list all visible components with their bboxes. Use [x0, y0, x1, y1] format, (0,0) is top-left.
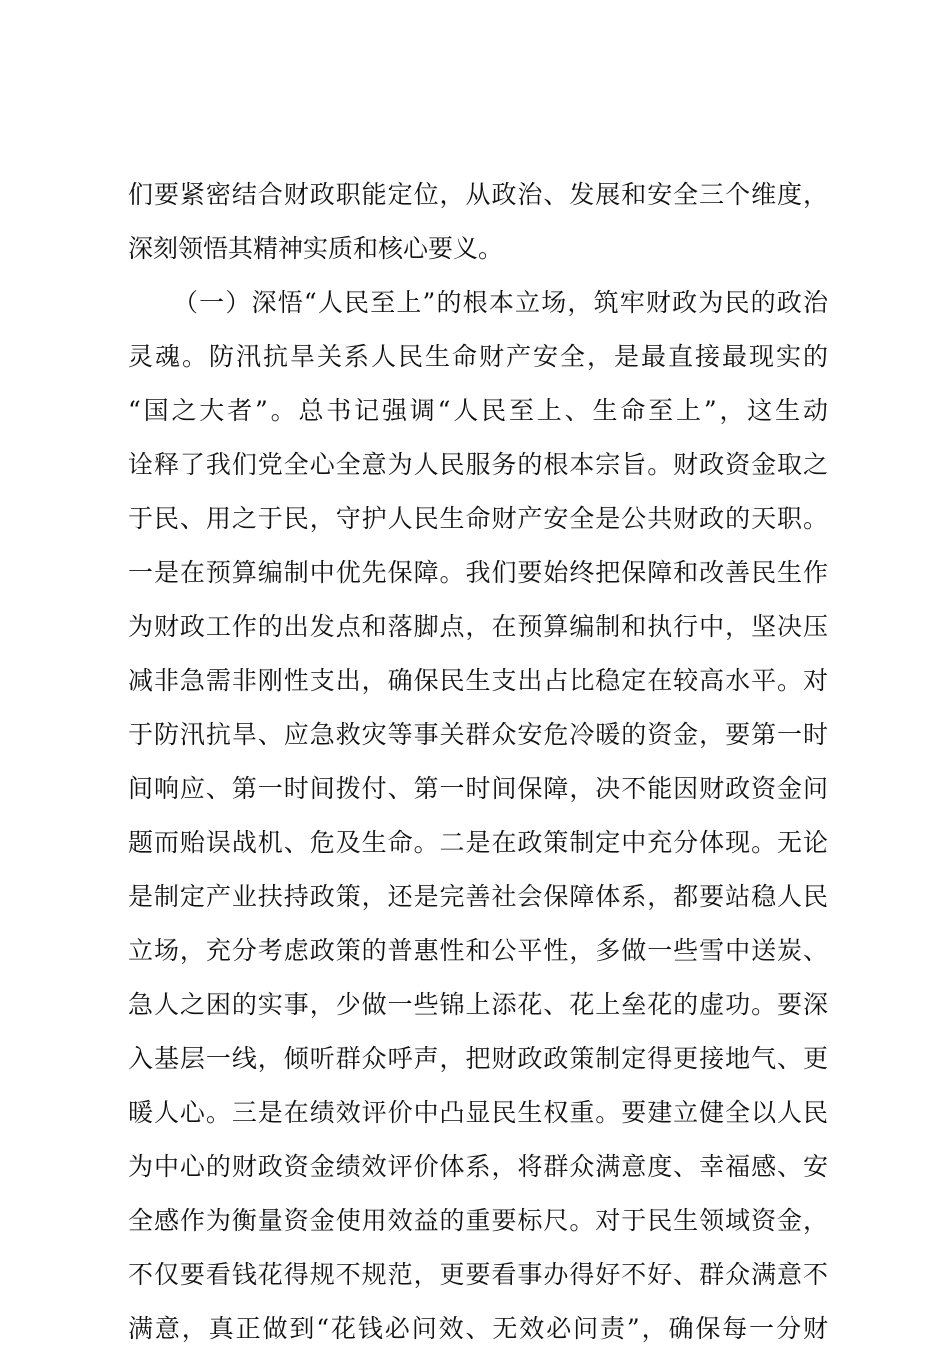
text-line: 急人之困的实事，少做一些锦上添花、花上垒花的虚功。要深: [128, 990, 828, 1019]
text-line: 减非急需非刚性支出，确保民生支出占比稳定在较高水平。对: [128, 666, 828, 695]
text-line: 是制定产业扶持政策，还是完善社会保障体系，都要站稳人民: [128, 882, 828, 911]
text-line: 立场，充分考虑政策的普惠性和公平性，多做一些雪中送炭、: [128, 936, 828, 965]
text-line: 全感作为衡量资金使用效益的重要标尺。对于民生领域资金，: [128, 1206, 828, 1235]
text-line: 一是在预算编制中优先保障。我们要始终把保障和改善民生作: [128, 558, 828, 587]
text-line: 满意，真正做到“花钱必问效、无效必问责”，确保每一分财: [128, 1314, 828, 1343]
text-line: 诠释了我们党全心全意为人民服务的根本宗旨。财政资金取之: [128, 450, 828, 479]
text-line: 们要紧密结合财政职能定位，从政治、发展和安全三个维度，: [128, 180, 828, 209]
text-line: 灵魂。防汛抗旱关系人民生命财产安全，是最直接最现实的: [128, 342, 828, 371]
body-text: [128, 168, 828, 1356]
text-line: “国之大者”。总书记强调“人民至上、生命至上”，这生动: [128, 396, 828, 425]
text-line: 入基层一线，倾听群众呼声，把财政政策制定得更接地气、更: [128, 1044, 828, 1073]
text-line: 于民、用之于民，守护人民生命财产安全是公共财政的天职。: [128, 504, 828, 533]
text-line: 为财政工作的出发点和落脚点，在预算编制和执行中，坚决压: [128, 612, 828, 641]
text-line: 深刻领悟其精神实质和核心要义。: [128, 234, 504, 263]
text-line: 题而贻误战机、危及生命。二是在政策制定中充分体现。无论: [128, 828, 828, 857]
text-line: 为中心的财政资金绩效评价体系，将群众满意度、幸福感、安: [128, 1152, 828, 1181]
text-line: 暖人心。三是在绩效评价中凸显民生权重。要建立健全以人民: [128, 1098, 828, 1127]
text-line: 于防汛抗旱、应急救灾等事关群众安危冷暖的资金，要第一时: [128, 720, 828, 749]
section-heading-line: （一）深悟“人民至上”的根本立场，筑牢财政为民的政治: [173, 288, 828, 317]
text-line: 间响应、第一时间拨付、第一时间保障，决不能因财政资金问: [128, 774, 828, 803]
text-line: 不仅要看钱花得规不规范，更要看事办得好不好、群众满意不: [128, 1260, 828, 1289]
